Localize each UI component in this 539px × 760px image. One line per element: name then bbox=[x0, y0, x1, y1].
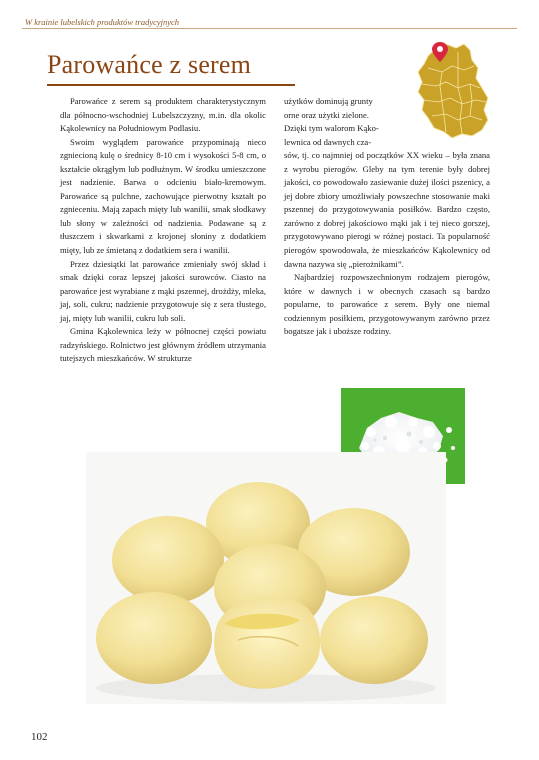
paragraph: Swoim wyglądem parowańce przypominają nieco zgniecioną kulę o średnicy 8-10 cm i wysokości 5-8 cm, o kształcie okrągłym lub podłużnym. W środku umieszczone jest nadzienie. Barwa o odcieniu biało-kremowym. Parowańce są pulchne, zachowujące pierwotny kształt po zgnieceniu. Mają zapach mięty lub wanilii, smak słodkawy lub słony w zależności od nadzienia. Podawane są z tłuszczem i skwarkami z krojonej słoniny z dodatkiem mięty, lub ze śmietaną z dodatkiem sera i wanilii. bbox=[60, 136, 266, 256]
running-head: W krainie lubelskich produktów tradycyjnych bbox=[25, 17, 180, 27]
dumplings-illustration bbox=[86, 452, 446, 704]
paragraph: Gmina Kąkolewnica leży w północnej części powiatu radzyńskiego. Rolnictwo jest głównym źródłem utrzymania tutejszych mieszkańców. W strukturze bbox=[60, 326, 266, 364]
parowance-photo bbox=[86, 452, 446, 704]
paragraph: sów, tj. co najmniej od początków XX wieku – była znana z wyrobu pierogów. Gleby na tym terenie były dobrej jakości, co powodowało zasiewanie dużej ilości pszenicy, a jej dobre zbiory umożliwiały powszechne stosowanie maki pszennej do przygotowywania posiłków. Bardzo często, zarówno z dobrej jakościowo mąki jak i tej nieco gorszej, przygotowywano pierogi w różnej postaci. Ta popularność pierogów spowodowała, że mieszkańców Kąkolewnicy od dawna nazywa się „pierożnikami”. bbox=[284, 150, 490, 269]
text-line: Dzięki tym walorom Kąko- bbox=[284, 123, 379, 134]
right-column bbox=[284, 95, 490, 339]
paragraph: Przez dziesiątki lat parowańce zmieniały swój skład i smak dzięki coraz lepszej jakości surowców. Ciasto na parowańce jest wyrabiane z mąki pszennej, drożdży, mleka, jaj, soli, cukru; nadzienie przygotowuje się z sera tłustego, jaj, mięty lub wanilii, cukru lub soli. bbox=[60, 258, 266, 323]
page-title: Parowańce z serem bbox=[47, 50, 252, 79]
text-line: orne oraz użytki zielone. bbox=[284, 109, 369, 120]
wrapped-lines bbox=[284, 95, 394, 149]
page-number: 102 bbox=[31, 731, 48, 743]
left-column bbox=[60, 95, 266, 366]
paragraph: Najbardziej rozpowszechnionym rodzajem pierogów, które w dawnych i w obecnych czasach są bardzo popularne, to parowańce z serem. Były one niemal codziennym posiłkiem, przygotowywanym zarówno przez bogatsze jak i uboższe rodziny. bbox=[284, 272, 490, 337]
title-underline bbox=[47, 84, 295, 86]
text-line: użytków dominują grunty bbox=[284, 96, 373, 106]
text-line: lewnica od dawnych cza- bbox=[284, 136, 372, 147]
header-rule bbox=[22, 28, 517, 29]
paragraph: Parowańce z serem są produktem charakterystycznym dla północno-wschodniej Lubelszczyzny, m.in. dla okolic Kąkolewnicy na Południowym Podlasiu. bbox=[60, 96, 266, 134]
